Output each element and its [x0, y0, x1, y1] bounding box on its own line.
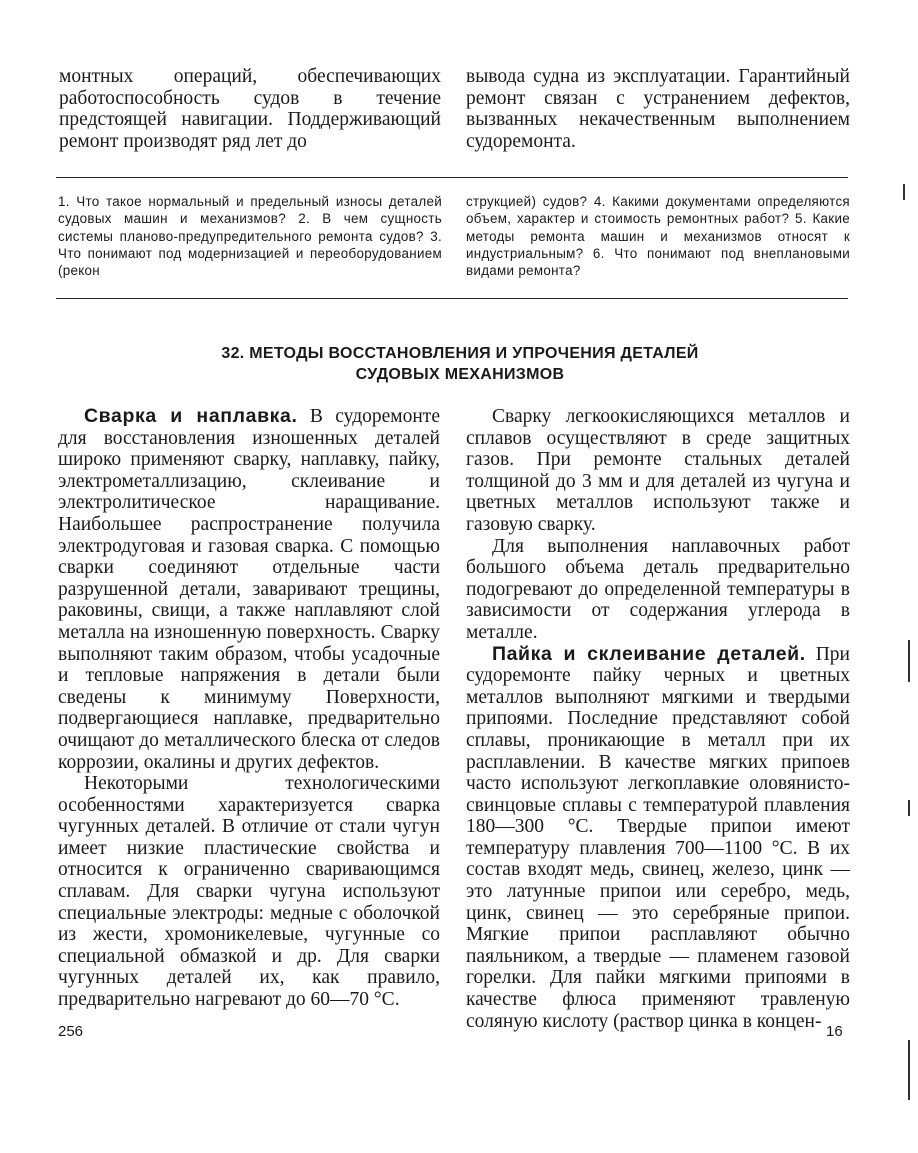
questions-text: 1. Что такое нормальный и предельный износы деталей судовых машин и механизмов? 2. В чем сущность системы планово-предупредительного ремонта судов? 3. Что понимают под модернизацией и переоборудованием (рекон: [58, 194, 442, 279]
paragraph: монтных операций, обеспечивающих работоспособность судов в течение предстоящей навигации. Поддерживающий ремонт производят ряд лет до: [59, 66, 441, 152]
margin-mark: [908, 800, 910, 816]
top-text-left: [59, 66, 441, 152]
margin-mark: [908, 640, 910, 682]
signature-mark: 16: [826, 1023, 843, 1040]
review-questions-left: [58, 193, 442, 279]
paragraph-shielding-gas: Сварку легкоокисляющихся металлов и сплавов осуществляют в среде защитных газов. При ремонте стальных деталей толщиной до 3 мм и для деталей из чугуна и цветных металлов используют также и газовую сварку.: [466, 406, 850, 535]
paragraph: вывода судна из эксплуатации. Гарантийный ремонт связан с устранением дефектов, вызванных некачественным выполнением судоремонта.: [466, 66, 850, 152]
runin-heading: Пайка и склеивание деталей.: [492, 642, 806, 665]
paragraph-preheating: Для выполнения наплавочных работ большого объема деталь предварительно подогревают до определенной температуры в зависимости от содержания углерода в металле.: [466, 535, 850, 643]
paragraph-soldering: [466, 644, 850, 1033]
section-title-line1: 32. МЕТОДЫ ВОССТАНОВЛЕНИЯ И УПРОЧЕНИЯ ДЕТАЛЕЙ: [221, 345, 699, 362]
section-title: [150, 343, 770, 385]
paragraph-welding: [58, 406, 440, 773]
review-questions-right: [466, 193, 850, 279]
left-column: [58, 406, 440, 1011]
paragraph-text: При судоремонте пайку черных и цветных металлов выполняют мягкими и твердыми припоями. Последние представляют собой сплавы, проникающие в металл при их расплавлении. В качестве мягких припоев часто используют легкоплавкие оловянисто-свинцовые сплавы с температурой плавления 180—300 °С. Твердые припои имеют температуру плавления 700—1100 °С. В их состав входят медь, свинец, железо, цинк — это латунные припои или серебро, медь, цинк, свинец — это серебряные припои. Мягкие припои расплавляют обычно паяльником, а твердые — пламенем газовой горелки. Для пайки мягкими припоями в качестве флюса применяют травленую соляную кислоту (раствор цинка в концен-: [466, 643, 850, 1032]
paragraph-cast-iron: Некоторыми технологическими особенностями характеризуется сварка чугунных деталей. В отличие от стали чугун имеет низкие пластические свойства и относится к ограниченно сваривающимся сплавам. Для сварки чугуна используют специальные электроды: медные с оболочкой из жести, хромоникелевые, чугунные со специальной обмазкой и др. Для сварки чугунных деталей их, как правило, предварительно нагревают до 60—70 °С.: [58, 773, 440, 1011]
paragraph-text: В судоремонте для восстановления изношенных деталей широко применяют сварку, наплавку, пайку, электрометаллизацию, склеивание и электролитическое наращивание. Наибольшее распространение получила электродуговая и газовая сварка. С помощью сварки соединяют отдельные части разрушенной детали, заваривают трещины, раковины, свищи, а также наплавляют слой металла на изношенную поверхность. Сварку выполняют таким образом, чтобы усадочные и тепловые напряжения в детали были сведены к минимуму Поверхности, подвергающиеся наплавке, предварительно очищают до металлического блеска от следов коррозии, окалины и других дефектов.: [58, 406, 440, 773]
runin-heading: Сварка и наплавка.: [84, 405, 298, 427]
divider-bottom: [56, 298, 848, 299]
section-title-line2: СУДОВЫХ МЕХАНИЗМОВ: [355, 366, 565, 383]
right-column: [466, 406, 850, 1032]
margin-mark: [908, 1040, 910, 1100]
questions-text: струкцией) судов? 4. Какими документами определяются объем, характер и стоимость ремонтных работ? 5. Какие методы ремонта машин и механизмов относят к индустриальным? 6. Что понимают под внеплановыми видами ремонта?: [466, 194, 850, 279]
divider-top: [56, 177, 848, 178]
page-number: 256: [58, 1023, 84, 1040]
top-text-right: [466, 66, 850, 152]
margin-mark: [903, 184, 905, 200]
